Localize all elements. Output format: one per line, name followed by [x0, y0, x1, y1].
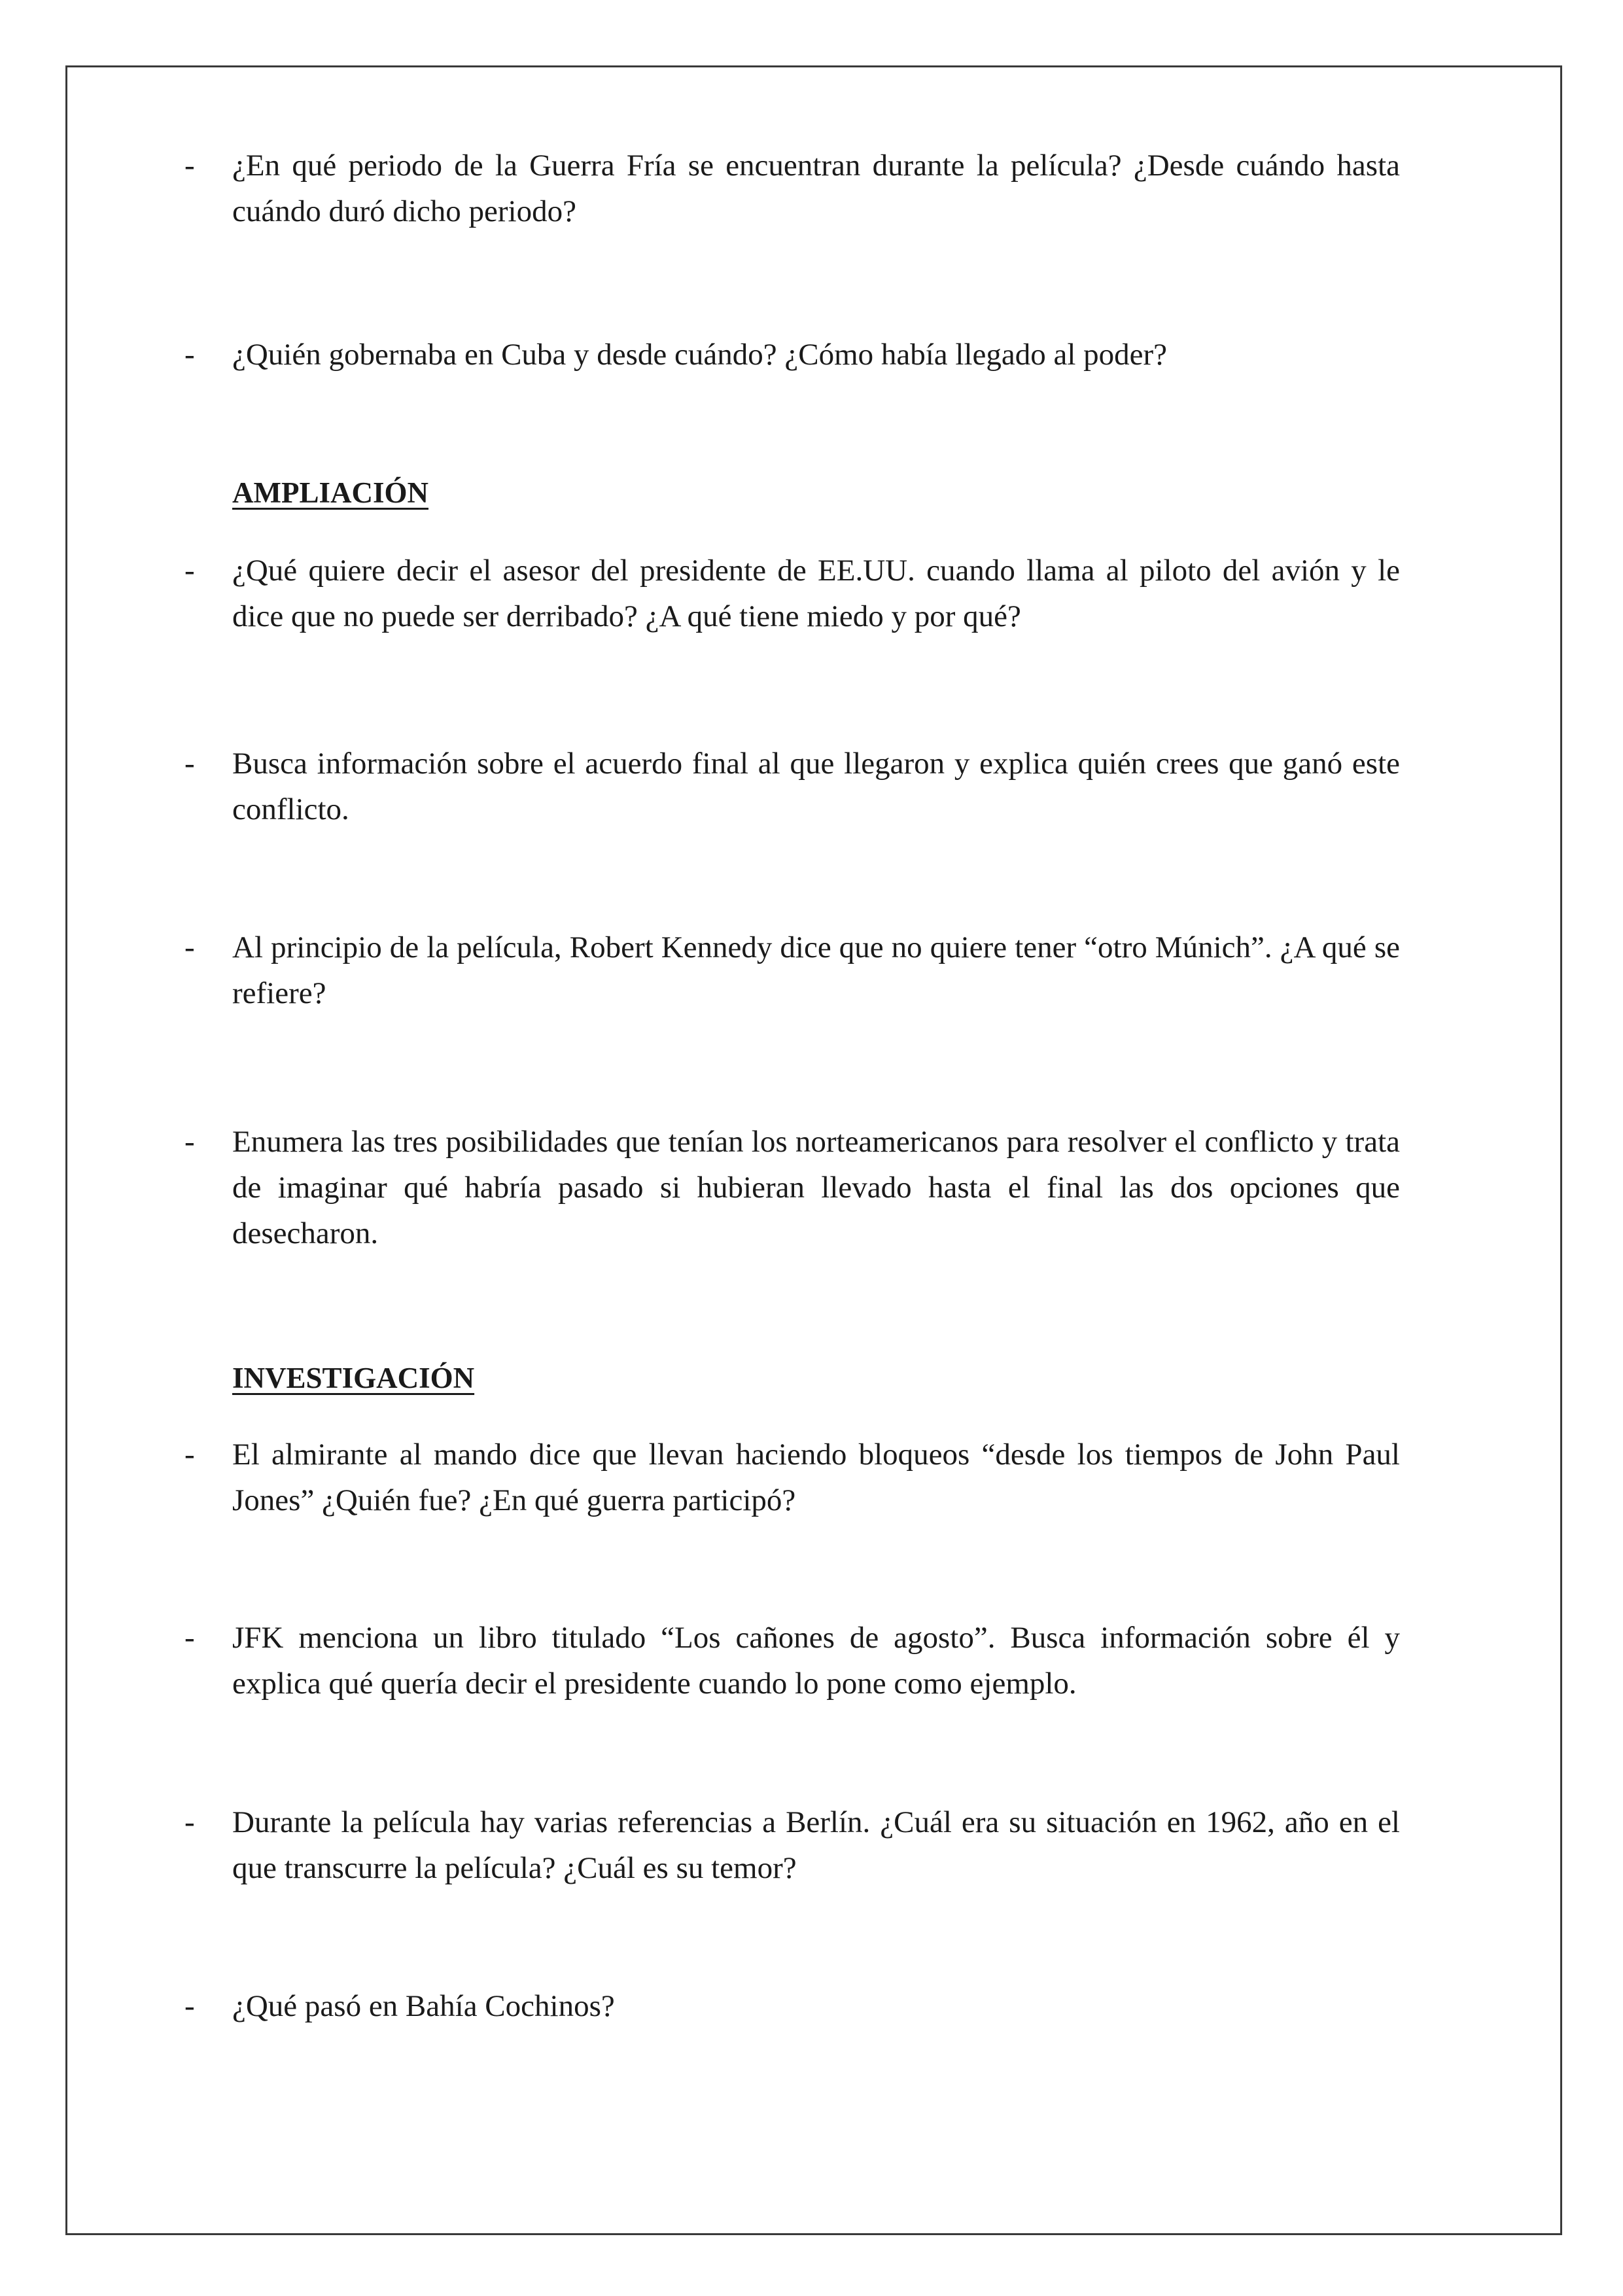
question-text: Al principio de la película, Robert Kennedy dice que no quiere tener “otro Múnich”. ¿A qué se refiere? [232, 930, 1400, 1010]
list-item [184, 741, 1400, 832]
question-text: ¿En qué periodo de la Guerra Fría se encuentran durante la película? ¿Desde cuándo hasta cuándo duró dicho periodo? [232, 149, 1400, 228]
question-text: Enumera las tres posibilidades que tenían los norteamericanos para resolver el conflicto y trata de imaginar qué habría pasado si hubieran llevado hasta el final las dos opciones que desecharon. [232, 1125, 1400, 1250]
list-item [184, 1983, 1400, 2029]
list-item [184, 332, 1400, 378]
question-text: Busca información sobre el acuerdo final al que llegaron y explica quién crees que ganó este conflicto. [232, 747, 1400, 826]
list-item [184, 925, 1400, 1016]
question-text: ¿Quién gobernaba en Cuba y desde cuándo? ¿Cómo había llegado al poder? [232, 338, 1168, 372]
list-item [184, 548, 1400, 639]
bullet-dash: - [184, 1438, 195, 1472]
bullet-dash: - [184, 554, 195, 588]
list-item [184, 1615, 1400, 1706]
question-text: ¿Qué pasó en Bahía Cochinos? [232, 1989, 615, 2023]
list-item [184, 143, 1400, 234]
question-text: JFK menciona un libro titulado “Los cañones de agosto”. Busca información sobre él y explica qué quería decir el presidente cuando lo pone como ejemplo. [232, 1621, 1400, 1701]
bullet-dash: - [184, 338, 195, 372]
question-text: Durante la película hay varias referencias a Berlín. ¿Cuál era su situación en 1962, año en el que transcurre la película? ¿Cuál es su temor? [232, 1805, 1400, 1885]
bullet-dash: - [184, 1805, 195, 1839]
bullet-dash: - [184, 930, 195, 964]
section-heading-investigacion: INVESTIGACIÓN [232, 1362, 475, 1394]
list-item [184, 1119, 1400, 1256]
list-item [184, 1432, 1400, 1523]
bullet-dash: - [184, 747, 195, 781]
bullet-dash: - [184, 1125, 195, 1159]
question-text: El almirante al mando dice que llevan haciendo bloqueos “desde los tiempos de John Paul Jones” ¿Quién fue? ¿En qué guerra participó? [232, 1438, 1400, 1517]
bullet-dash: - [184, 149, 195, 183]
list-item [184, 1799, 1400, 1891]
question-text: ¿Qué quiere decir el asesor del presidente de EE.UU. cuando llama al piloto del avión y le dice que no puede ser derribado? ¿A qué tiene miedo y por qué? [232, 554, 1400, 633]
bullet-dash: - [184, 1621, 195, 1655]
bullet-dash: - [184, 1989, 195, 2023]
section-heading-ampliacion: AMPLIACIÓN [232, 476, 428, 509]
